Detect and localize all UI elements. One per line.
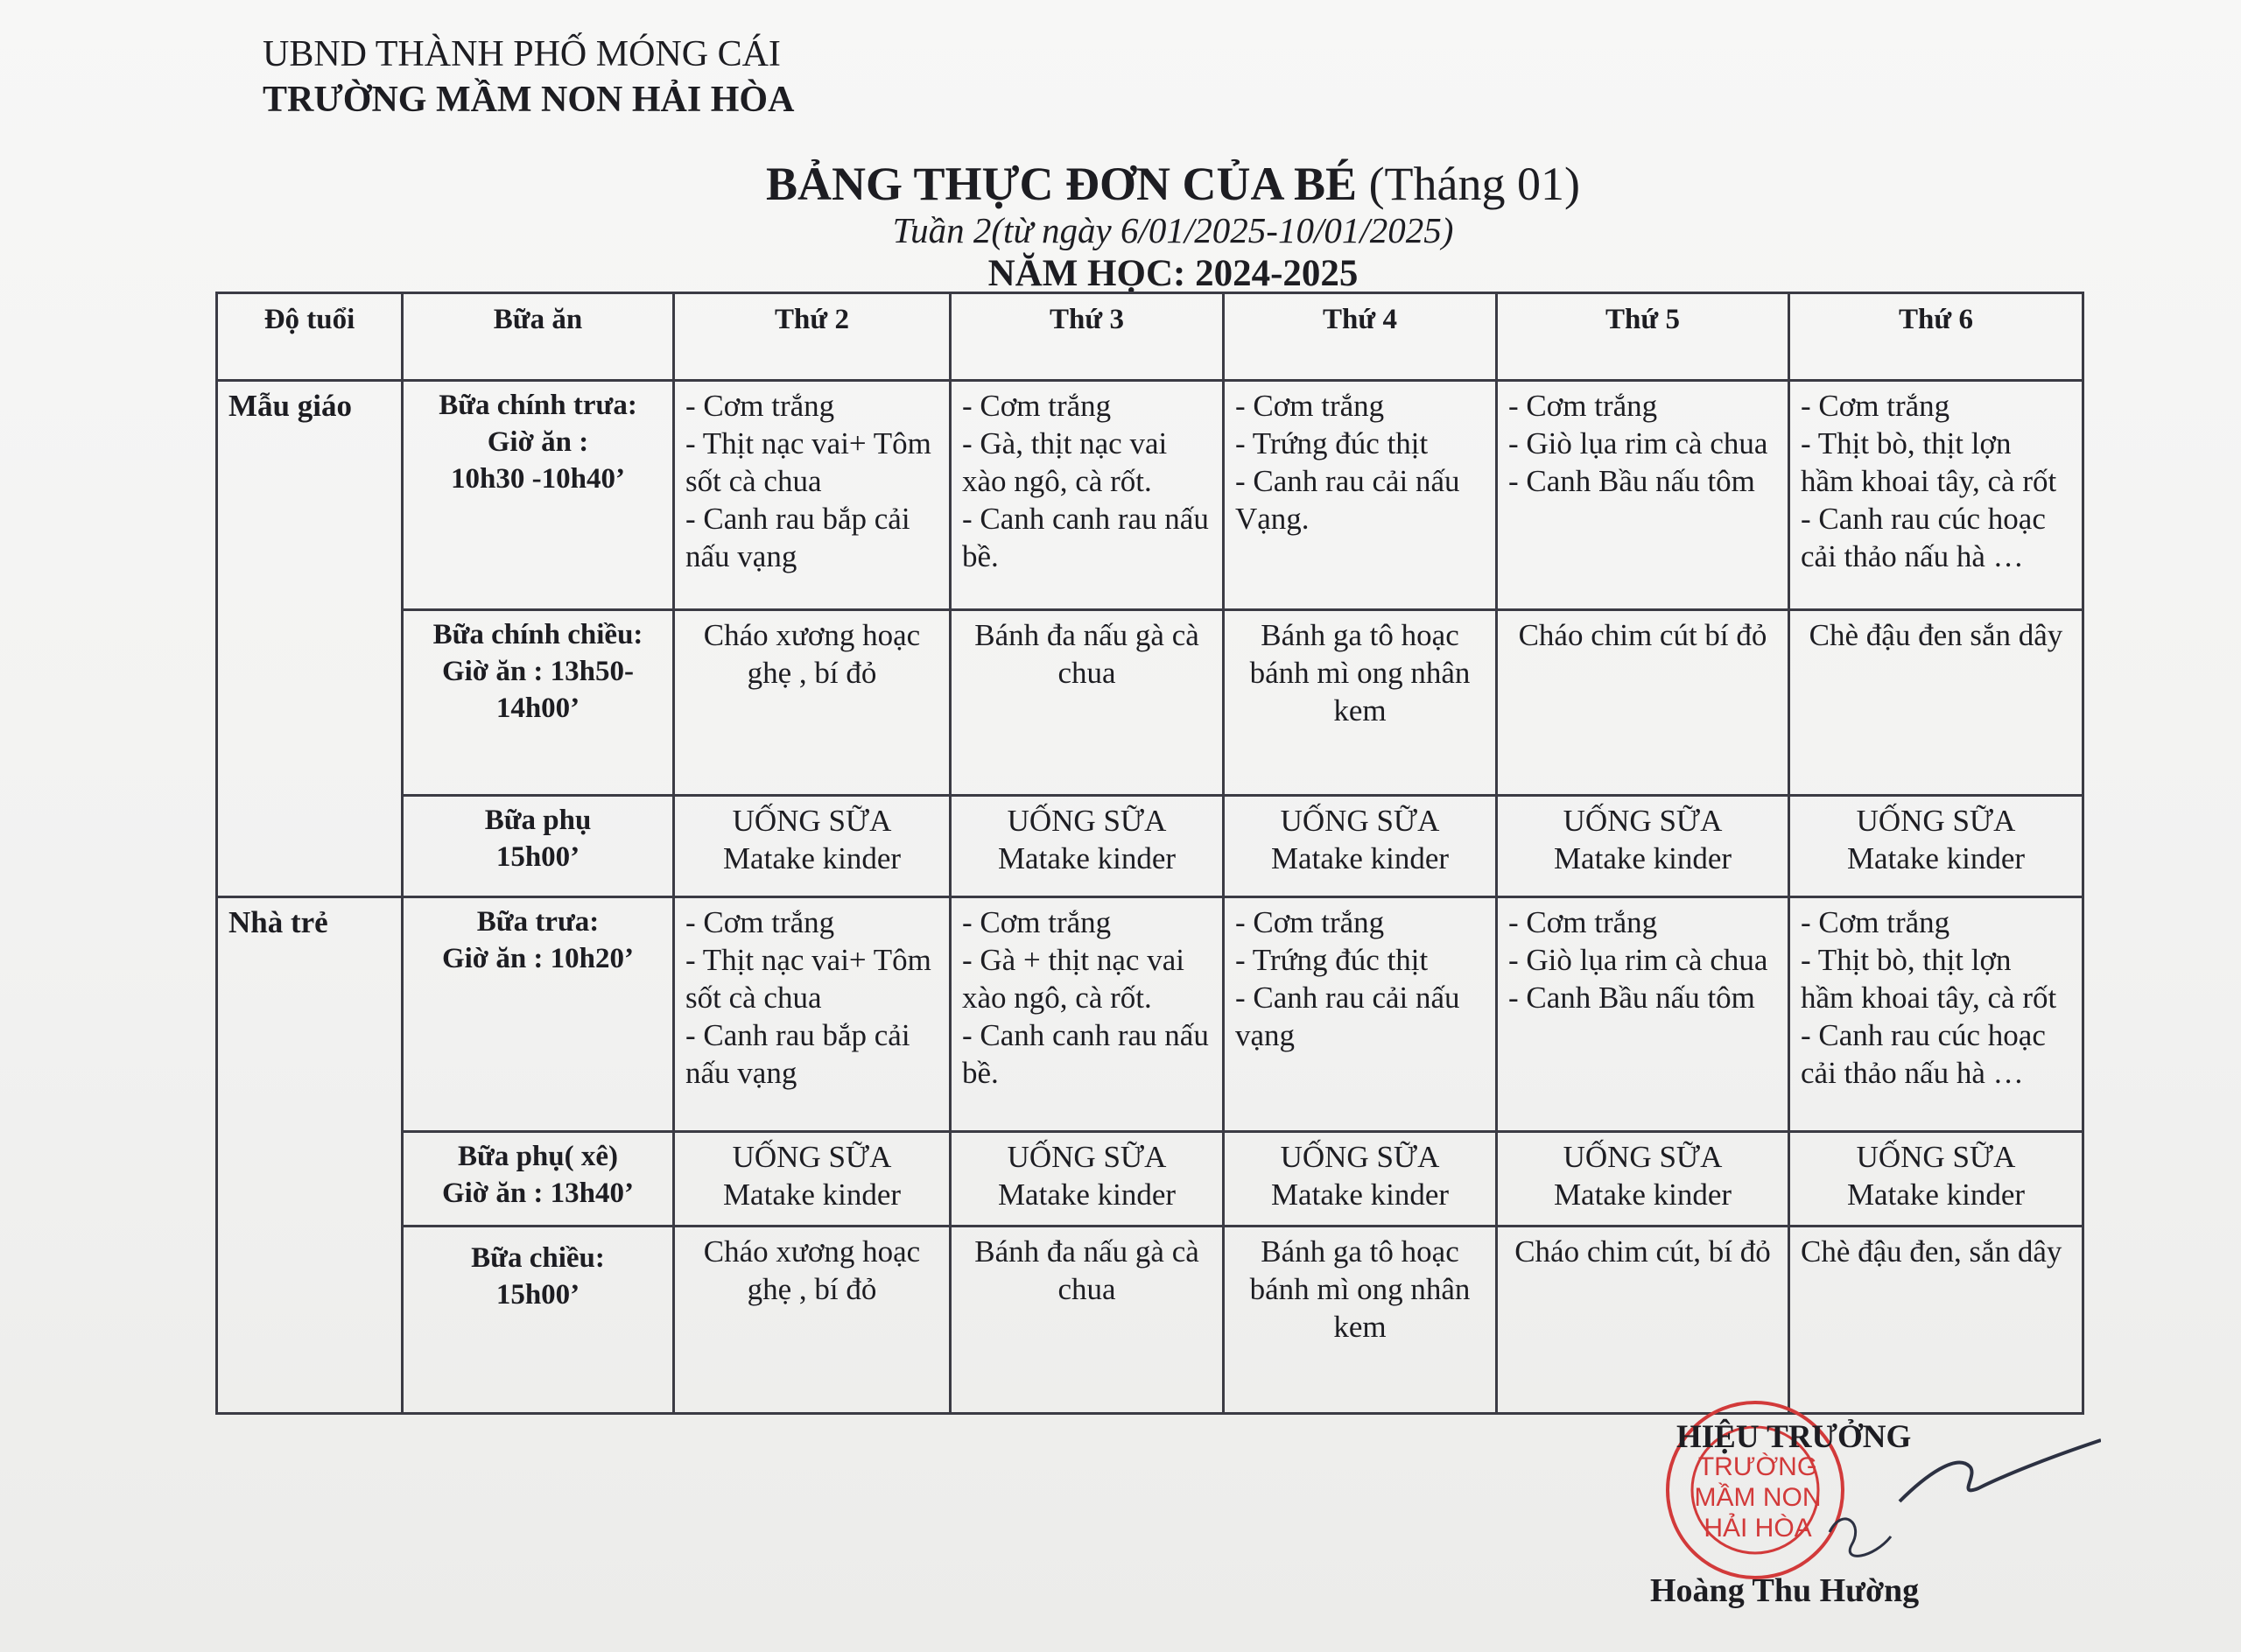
menu-cell: - Cơm trắng - Gà, thịt nạc vai xào ngô, cà rốt. - Canh canh rau nấu bề.: [951, 381, 1224, 610]
signature-stroke: [1830, 1519, 1891, 1556]
org-line-city: UBND THÀNH PHỐ MÓNG CÁI: [263, 34, 781, 74]
menu-cell: Cháo xương hoạc ghẹ , bí đỏ: [674, 610, 951, 796]
menu-cell: Chè đậu đen, sắn dây: [1789, 1227, 2083, 1414]
stamp-line-1: TRƯỜNG: [1697, 1452, 1818, 1481]
menu-cell: - Cơm trắng - Thịt nạc vai+ Tôm sốt cà chua - Canh rau bắp cải nấu vạng: [674, 897, 951, 1132]
title-main: BẢNG THỰC ĐƠN CỦA BÉ: [765, 158, 1358, 210]
table-row: [217, 1227, 2083, 1414]
menu-cell: - Cơm trắng - Thịt bò, thịt lợn hầm khoai tây, cà rốt - Canh rau cúc hoạc cải thảo nấu hà …: [1789, 897, 2083, 1132]
stamp-line-3: HẢI HÒA: [1704, 1514, 1812, 1543]
col-header-thu: Thứ 5: [1497, 293, 1789, 381]
table-row: [217, 897, 2083, 1132]
menu-cell: - Cơm trắng - Trứng đúc thịt - Canh rau cải nấu vạng: [1224, 897, 1497, 1132]
issuing-organization: [263, 32, 1050, 123]
menu-cell: Bánh ga tô hoạc bánh mì ong nhân kem: [1224, 610, 1497, 796]
col-header-tue: Thứ 3: [951, 293, 1224, 381]
signature-name: Hoàng Thu Hường: [1650, 1572, 1920, 1609]
age-group-preschool: Mẫu giáo: [217, 381, 403, 897]
table-row: [217, 381, 2083, 610]
menu-cell: - Cơm trắng - Giò lụa rim cà chua - Canh Bầu nấu tôm: [1497, 897, 1789, 1132]
age-group-nursery: Nhà trẻ: [217, 897, 403, 1414]
menu-cell: UỐNG SỮA Matake kinder: [951, 796, 1224, 897]
col-header-wed: Thứ 4: [1224, 293, 1497, 381]
menu-cell: UỐNG SỮA Matake kinder: [674, 1132, 951, 1227]
menu-cell: - Cơm trắng - Trứng đúc thịt - Canh rau cải nấu Vạng.: [1224, 381, 1497, 610]
week-range: Tuần 2(từ ngày 6/01/2025-10/01/2025): [892, 210, 1454, 250]
menu-cell: - Cơm trắng - Gà + thịt nạc vai xào ngô, cà rốt. - Canh canh rau nấu bề.: [951, 897, 1224, 1132]
org-line-school: TRƯỜNG MẦM NON HẢI HÒA: [263, 80, 795, 120]
school-year: NĂM HỌC: 2024-2025: [987, 253, 1359, 294]
table-row: [217, 1132, 2083, 1227]
table-row: [217, 796, 2083, 897]
stamp-line-2: MẦM NON: [1694, 1483, 1822, 1512]
menu-cell: Cháo chim cút bí đỏ: [1497, 610, 1789, 796]
title-month: (Tháng 01): [1368, 158, 1580, 210]
meal-cell: Bữa chính chiều: Giờ ăn : 13h50- 14h00’: [403, 610, 674, 796]
meal-cell: Bữa chính trưa: Giờ ăn : 10h30 -10h40’: [403, 381, 674, 610]
document-title: [613, 156, 1733, 212]
header-row: [217, 293, 2083, 381]
menu-cell: Bánh đa nấu gà cà chua: [951, 610, 1224, 796]
col-header-meal: Bữa ăn: [403, 293, 674, 381]
menu-cell: Cháo chim cút, bí đỏ: [1497, 1227, 1789, 1414]
stamp-text: [1695, 1452, 1822, 1543]
menu-cell: UỐNG SỮA Matake kinder: [1224, 1132, 1497, 1227]
col-header-age: Độ tuổi: [217, 293, 403, 381]
menu-cell: - Cơm trắng - Thịt bò, thịt lợn hầm khoai tây, cà rốt - Canh rau cúc hoạc cải thảo nấu hà …: [1789, 381, 2083, 610]
menu-table: [215, 292, 2084, 1415]
menu-cell: - Cơm trắng - Thịt nạc vai+ Tôm sốt cà chua - Canh rau bắp cải nấu vạng: [674, 381, 951, 610]
meal-cell: Bữa trưa: Giờ ăn : 10h20’: [403, 897, 674, 1132]
meal-cell: Bữa chiều: 15h00’: [403, 1227, 674, 1414]
signature-title: HIỆU TRƯỞNG: [1676, 1419, 1912, 1455]
meal-cell: Bữa phụ( xê) Giờ ăn : 13h40’: [403, 1132, 674, 1227]
menu-cell: UỐNG SỮA Matake kinder: [1497, 1132, 1789, 1227]
menu-cell: - Cơm trắng - Giò lụa rim cà chua - Canh Bầu nấu tôm: [1497, 381, 1789, 610]
signature-block: [1611, 1392, 2101, 1637]
col-header-fri: Thứ 6: [1789, 293, 2083, 381]
menu-cell: UỐNG SỮA Matake kinder: [1789, 796, 2083, 897]
col-header-mon: Thứ 2: [674, 293, 951, 381]
menu-cell: UỐNG SỮA Matake kinder: [1224, 796, 1497, 897]
menu-cell: Bánh ga tô hoạc bánh mì ong nhân kem: [1224, 1227, 1497, 1414]
menu-cell: UỐNG SỮA Matake kinder: [951, 1132, 1224, 1227]
meal-cell: Bữa phụ 15h00’: [403, 796, 674, 897]
menu-cell: Chè đậu đen sắn dây: [1789, 610, 2083, 796]
menu-cell: UỐNG SỮA Matake kinder: [1497, 796, 1789, 897]
menu-cell: Bánh đa nấu gà cà chua: [951, 1227, 1224, 1414]
table-row: [217, 610, 2083, 796]
menu-cell: Cháo xương hoạc ghẹ , bí đỏ: [674, 1227, 951, 1414]
menu-cell: UỐNG SỮA Matake kinder: [1789, 1132, 2083, 1227]
menu-cell: UỐNG SỮA Matake kinder: [674, 796, 951, 897]
